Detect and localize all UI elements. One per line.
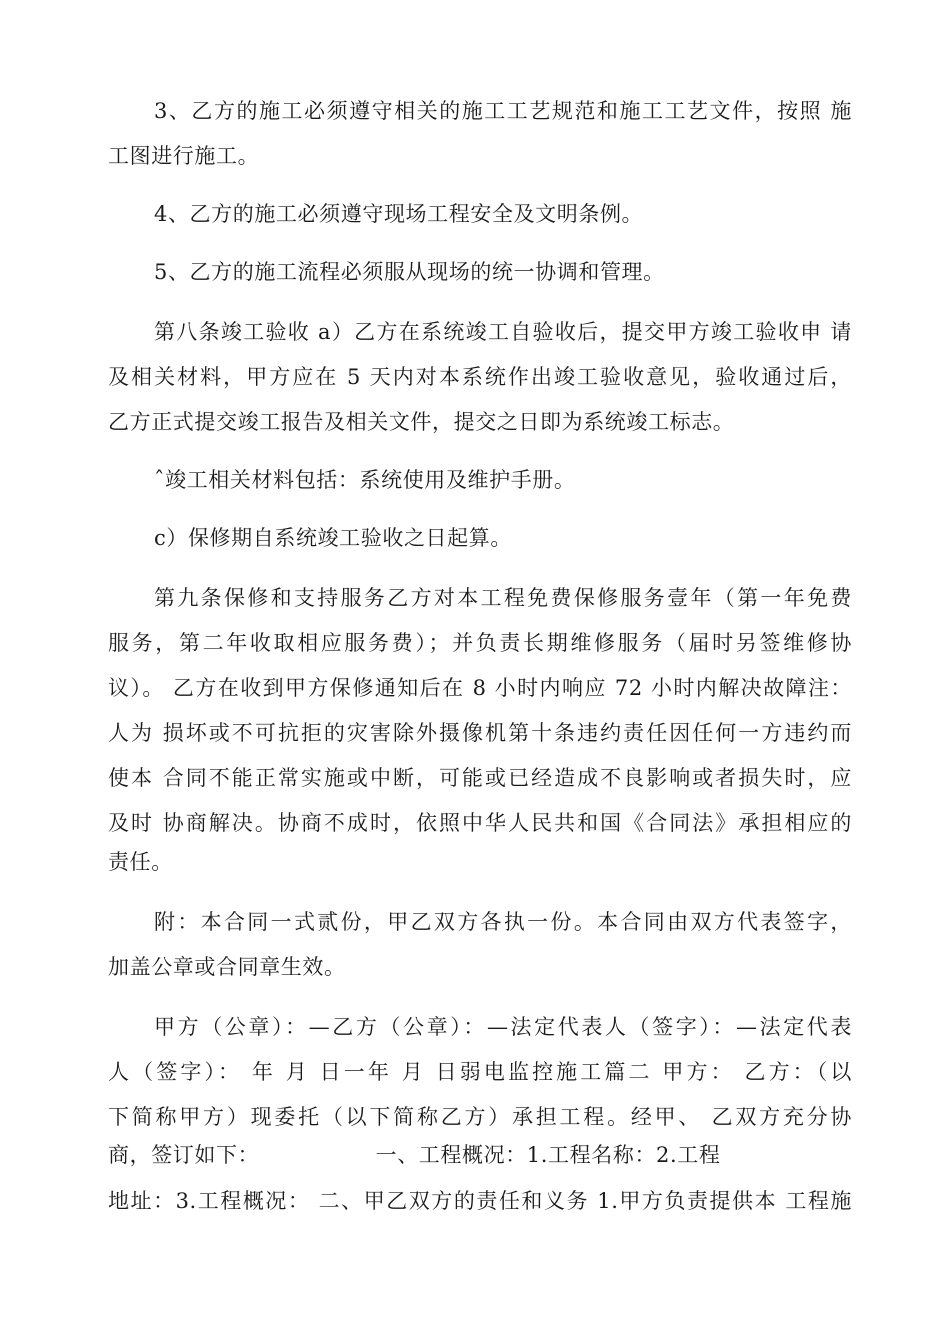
text-line: 5、乙方的施工流程必须服从现场的统一协调和管理。 bbox=[154, 260, 665, 284]
text-line: 第九条保修和支持服务乙方对本工程免费保修服务壹年（第一年免费 bbox=[154, 586, 852, 610]
text-line: 及相关材料，甲方应在 5 天内对本系统作出竣工验收意见，验收通过后， bbox=[108, 365, 852, 389]
text-line: 使本 合同不能正常实施或中断，可能或已经造成不良影响或者损失时，应 bbox=[108, 766, 852, 790]
text-line: 及时 协商解决。协商不成时，依照中华人民共和国《合同法》承担相应的 bbox=[108, 811, 852, 835]
text-line: 商，签订如下： 一、工程概况：1.工程名称：2.工程 bbox=[108, 1143, 721, 1167]
text-line: 4、乙方的施工必须遵守现场工程安全及文明条例。 bbox=[154, 202, 644, 226]
text-line: 附：本合同一式贰份，甲乙双方各执一份。本合同由双方代表签字， bbox=[154, 910, 852, 934]
text-line: 加盖公章或合同章生效。 bbox=[108, 955, 346, 979]
text-line: 人（签字）： 年 月 日一年 月 日弱电监控施工篇二 甲方： 乙方：（以 bbox=[108, 1060, 852, 1084]
text-line: 甲方（公章）：—乙方（公章）：—法定代表人（签字）：—法定代表 bbox=[154, 1015, 852, 1039]
text-line: 乙方正式提交竣工报告及相关文件，提交之日即为系统竣工标志。 bbox=[108, 410, 735, 434]
text-line: 地址：3.工程概况： 二、甲乙双方的责任和义务 1.甲方负责提供本 工程施 bbox=[108, 1189, 852, 1213]
text-line: ˆ竣工相关材料包括：系统使用及维护手册。 bbox=[154, 468, 576, 492]
text-line: 第八条竣工验收 a）乙方在系统竣工自验收后，提交甲方竣工验收申 请 bbox=[154, 320, 852, 344]
text-line: 人为 损坏或不可抗拒的灾害除外摄像机第十条违约责任因任何一方违约而 bbox=[108, 721, 852, 745]
text-line: 3、乙方的施工必须遵守相关的施工工艺规范和施工工艺文件，按照 施 bbox=[154, 99, 852, 123]
text-line: 工图进行施工。 bbox=[108, 144, 260, 168]
text-line: 责任。 bbox=[108, 850, 173, 874]
text-line: 议）。 乙方在收到甲方保修通知后在 8 小时内响应 72 小时内解决故障注： bbox=[108, 676, 852, 700]
text-line: 服务，第二年收取相应服务费）；并负责长期维修服务（届时另签维修协 bbox=[108, 631, 852, 655]
text-line: c）保修期自系统竣工验收之日起算。 bbox=[154, 526, 512, 550]
text-line: 下简称甲方）现委托（以下简称乙方）承担工程。经甲、 乙双方充分协 bbox=[108, 1105, 852, 1129]
